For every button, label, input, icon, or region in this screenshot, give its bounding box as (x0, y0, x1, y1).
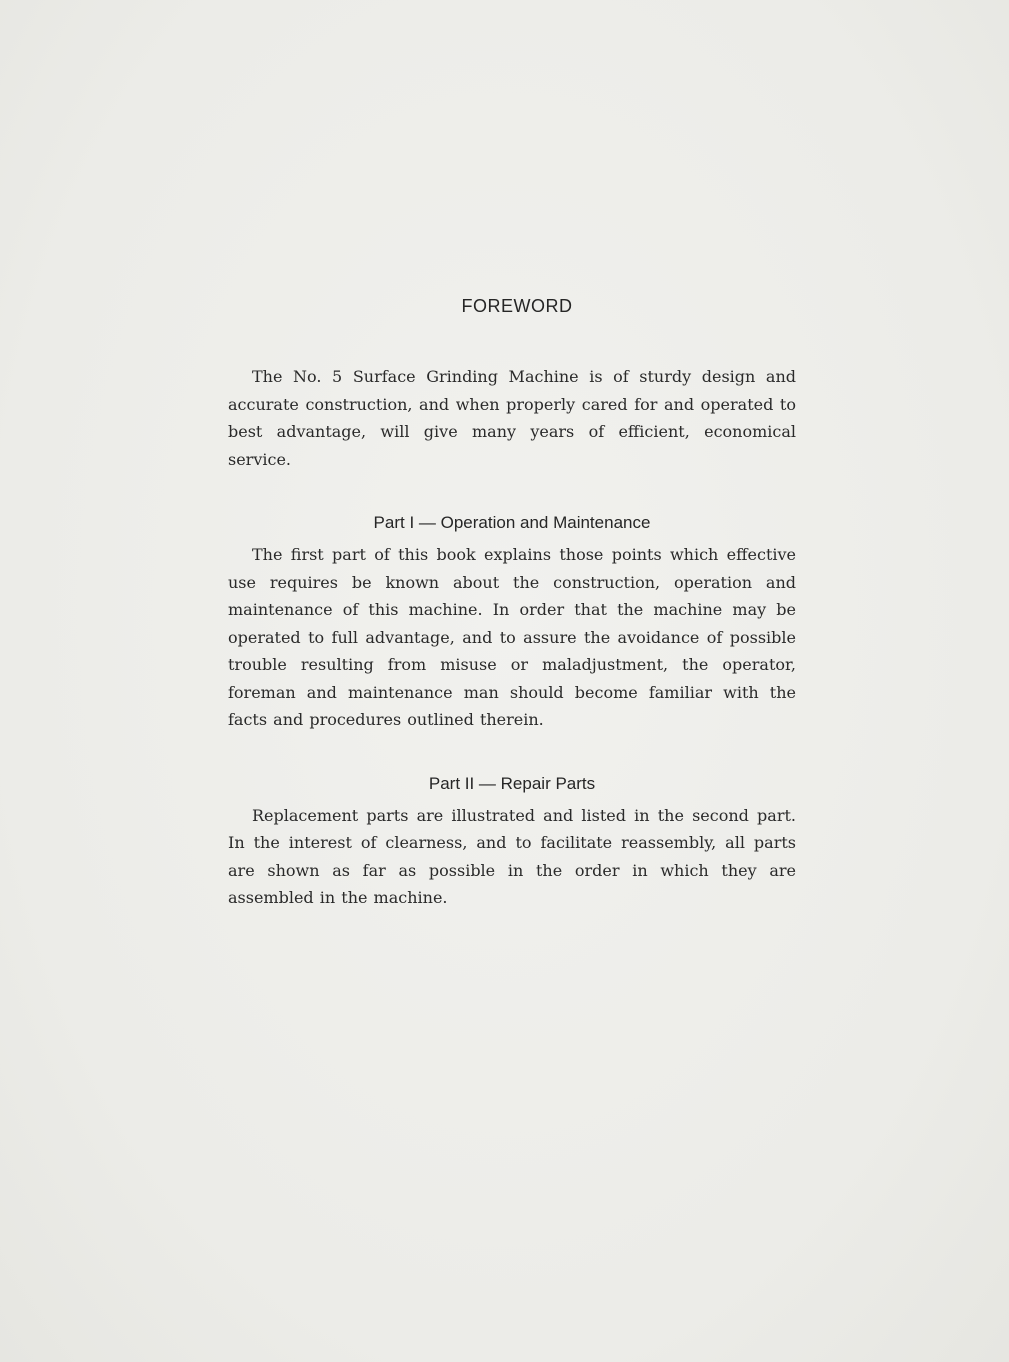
section-heading-part-2: Part II — Repair Parts (428, 773, 596, 793)
intro-text: The No. 5 Surface Grinding Machine is of sturdy design and accurate construction, and when properly cared for and operated to best advantage, will give many years of efficient, economical service. (228, 367, 796, 469)
section-paragraph-part-1 (228, 541, 796, 734)
foreword-column (228, 296, 796, 912)
section-text-part-2: Replacement parts are illustrated and listed in the second part. In the interest of clearness, and to facilitate reassembly, all parts are shown as far as possible in the order in which they are assembled in the machine. (228, 805, 796, 907)
section-paragraph-part-2 (228, 802, 796, 912)
page-title: FOREWORD (461, 296, 573, 316)
intro-paragraph (228, 363, 796, 473)
section-heading-part-1: Part I — Operation and Maintenance (373, 513, 651, 532)
section-text-part-1: The first part of this book explains those points which effective use requires be known about the construction, operation and maintenance of this machine. In order that the machine may be operated to full advantage, and to assure the avoidance of possible trouble resulting from misuse or maladjustment, the operator, foreman and maintenance man should become familiar with the facts and procedures outlined therein. (228, 545, 796, 729)
